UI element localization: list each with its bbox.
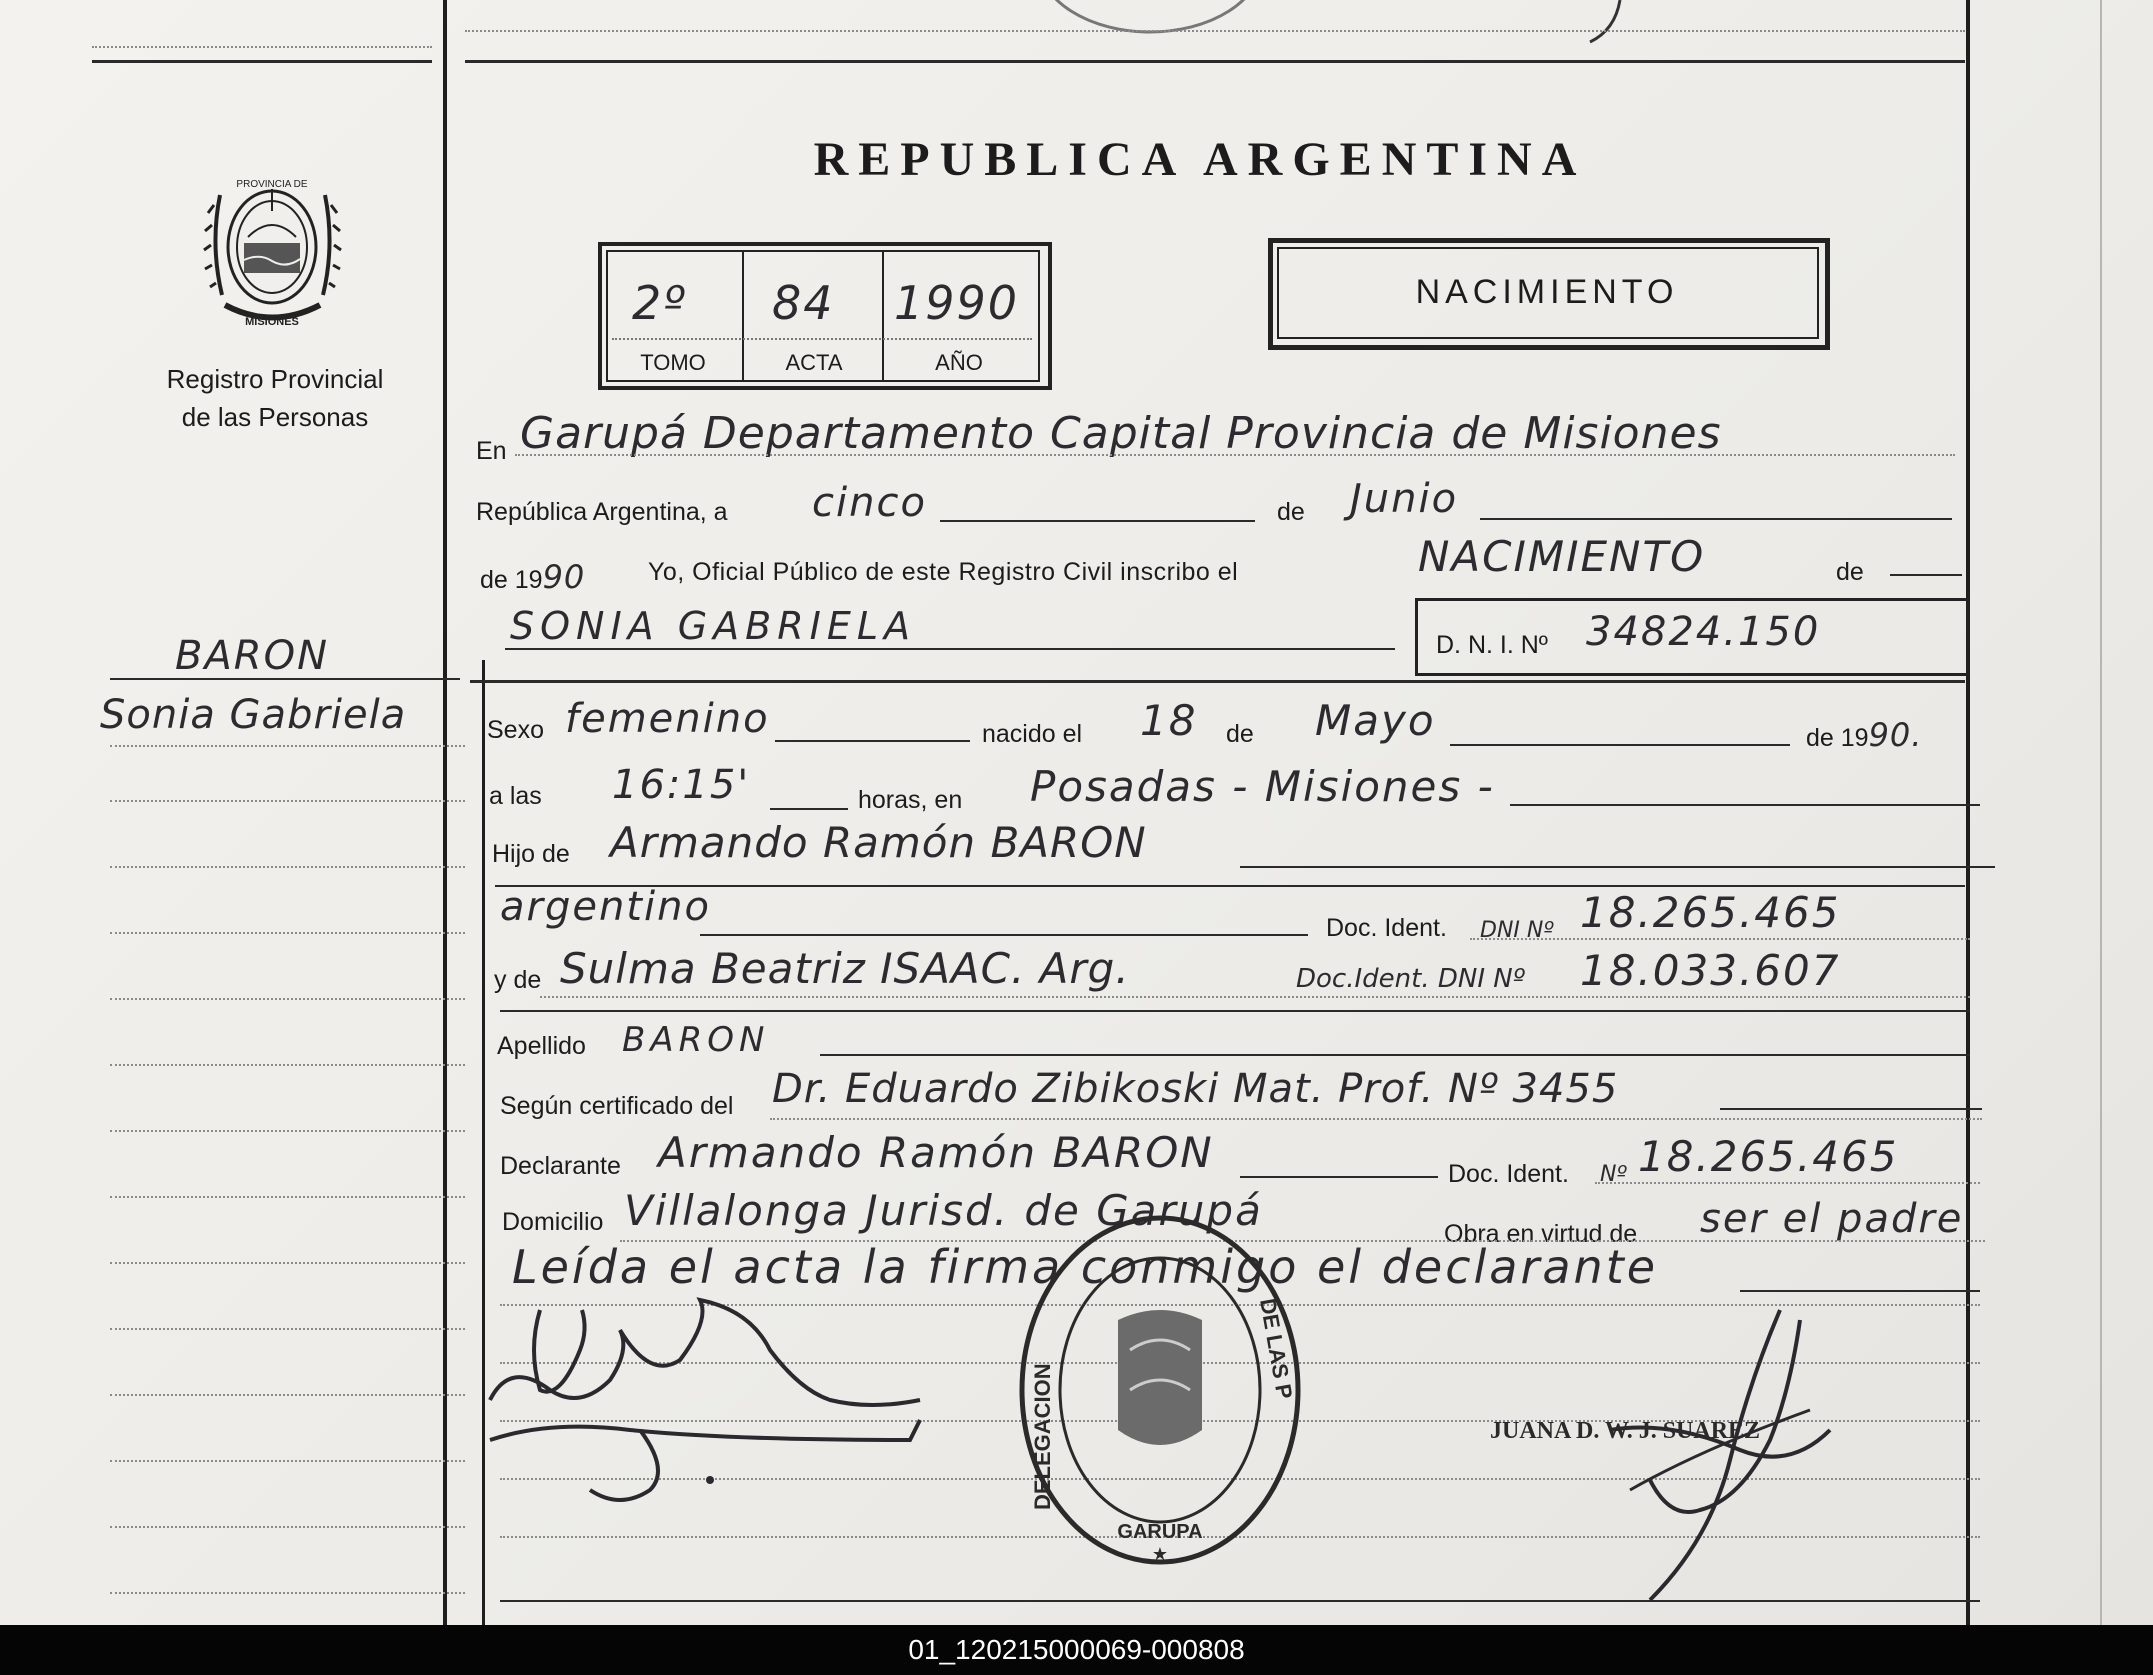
apellido-value: BARON bbox=[622, 1020, 770, 1060]
right-vertical-rule bbox=[1966, 0, 1970, 1625]
stamp-bottom-text: GARUPA bbox=[1117, 1521, 1203, 1543]
acta-value: 84 bbox=[772, 276, 835, 330]
de2-label: de bbox=[1836, 558, 1864, 586]
year-label: de 1990 bbox=[480, 558, 586, 596]
tomo-label: TOMO bbox=[640, 350, 706, 375]
mother-doc-label: Doc.Ident. DNI Nº bbox=[1296, 964, 1525, 994]
declarante-doc-prefix: Nº bbox=[1600, 1162, 1627, 1187]
margin-given-names: Sonia Gabriela bbox=[100, 692, 407, 738]
hijo-label: Hijo de bbox=[492, 840, 570, 868]
en-label: En bbox=[476, 437, 507, 465]
top-rule-right bbox=[465, 60, 1965, 63]
father-doc-label: Doc. Ident. bbox=[1326, 914, 1447, 942]
birth-time-value: 16:15' bbox=[612, 762, 751, 808]
place-value: Garupá Departamento Capital Provincia de Misiones bbox=[520, 408, 1722, 459]
birth-day-value: 18 bbox=[1140, 696, 1198, 745]
tomo-value: 2º bbox=[632, 276, 687, 330]
horas-label: horas, en bbox=[858, 786, 963, 814]
anio-label: AÑO bbox=[935, 350, 983, 375]
registry-line-2: de las Personas bbox=[181, 402, 369, 432]
declarante-doc-label: Doc. Ident. bbox=[1448, 1160, 1569, 1188]
declarante-label: Declarante bbox=[500, 1152, 621, 1180]
obra-label: Obra en virtud de bbox=[1444, 1220, 1638, 1248]
apellido-label: Apellido bbox=[497, 1032, 586, 1060]
day-words-value: cinco bbox=[812, 480, 927, 526]
officer-name: JUANA D. W. J. SUAREZ bbox=[1490, 1418, 1761, 1444]
stamp-right-text: DE LAS P bbox=[1255, 1296, 1298, 1401]
birth-month-value: Mayo bbox=[1315, 696, 1436, 745]
birth-place-value: Posadas - Misiones - bbox=[1030, 762, 1495, 811]
certificado-label: Según certificado del bbox=[500, 1092, 734, 1120]
sexo-label: Sexo bbox=[487, 716, 544, 744]
dni-label: D. N. I. Nº bbox=[1436, 631, 1548, 659]
anio-value: 1990 bbox=[894, 276, 1020, 330]
footer-code: 01_120215000069-000808 bbox=[0, 1625, 2153, 1675]
oficial-text: Yo, Oficial Público de este Registro Civil inscribo el bbox=[648, 558, 1239, 586]
margin-surname-rule bbox=[110, 678, 460, 680]
top-rule-left bbox=[92, 60, 432, 63]
top-seal-remnant bbox=[1030, 0, 1270, 40]
record-type-box bbox=[1268, 238, 1830, 350]
officer-signature bbox=[1590, 1300, 1840, 1620]
father-doc-value: 18.265.465 bbox=[1580, 888, 1841, 937]
child-name-value: SONIA GABRIELA bbox=[510, 604, 917, 648]
a-las-label: a las bbox=[489, 782, 542, 810]
record-number-box bbox=[598, 242, 1052, 390]
misiones-coat-of-arms-icon bbox=[200, 165, 345, 335]
mother-doc-value: 18.033.607 bbox=[1580, 946, 1841, 995]
declarante-value: Armando Ramón BARON bbox=[658, 1128, 1214, 1177]
closing-text: Leída el acta la firma conmigo el declarante bbox=[512, 1240, 1659, 1294]
top-dotted-right bbox=[465, 30, 1965, 32]
country-title: REPUBLICA ARGENTINA bbox=[813, 133, 1587, 186]
acta-label: ACTA bbox=[785, 350, 843, 375]
inscription-type-value: NACIMIENTO bbox=[1418, 532, 1706, 581]
svg-text:PROVINCIA DE: PROVINCIA DE bbox=[236, 179, 308, 190]
stamp-emblem-icon bbox=[1118, 1310, 1202, 1445]
father-name-value: Armando Ramón BARON bbox=[610, 818, 1147, 867]
father-doc-prefix: DNI Nº bbox=[1480, 918, 1554, 943]
top-dotted-left bbox=[92, 46, 432, 48]
registry-name bbox=[100, 360, 450, 436]
nacido-label: nacido el bbox=[982, 720, 1083, 748]
republica-label: República Argentina, a bbox=[476, 498, 728, 526]
father-nationality-value: argentino bbox=[500, 884, 711, 930]
obra-value: ser el padre bbox=[1700, 1196, 1964, 1242]
svg-text:MISIONES: MISIONES bbox=[245, 316, 299, 328]
declarante-doc-value: 18.265.465 bbox=[1638, 1132, 1899, 1181]
left-vertical-rule bbox=[443, 0, 447, 1625]
month-value: Junio bbox=[1350, 476, 1459, 522]
declarant-signature bbox=[470, 1290, 940, 1520]
page-edge-shadow bbox=[2100, 0, 2102, 1625]
birth-year-label: de 1990. bbox=[1806, 716, 1923, 754]
record-type-title: NACIMIENTO bbox=[1415, 273, 1679, 311]
dni-value: 34824.150 bbox=[1586, 609, 1821, 655]
stamp-left-text: DELEGACION bbox=[1030, 1363, 1055, 1510]
domicilio-value: Villalonga Jurisd. de Garupá bbox=[624, 1186, 1263, 1235]
de3-label: de bbox=[1226, 720, 1254, 748]
top-signature-remnant bbox=[1580, 0, 1660, 50]
y-de-label: y de bbox=[494, 966, 542, 994]
domicilio-label: Domicilio bbox=[502, 1208, 604, 1236]
section-divider bbox=[470, 680, 1965, 683]
certificado-value: Dr. Eduardo Zibikoski Mat. Prof. Nº 3455 bbox=[772, 1066, 1619, 1112]
sexo-value: femenino bbox=[565, 696, 770, 742]
official-stamp bbox=[1010, 1210, 1310, 1570]
registry-line-1: Registro Provincial bbox=[166, 364, 384, 394]
mother-name-value: Sulma Beatriz ISAAC. Arg. bbox=[560, 944, 1130, 993]
de-label: de bbox=[1277, 498, 1305, 526]
margin-surname: BARON bbox=[175, 633, 330, 679]
dni-box bbox=[1415, 598, 1969, 676]
svg-text:★: ★ bbox=[1151, 1544, 1169, 1564]
